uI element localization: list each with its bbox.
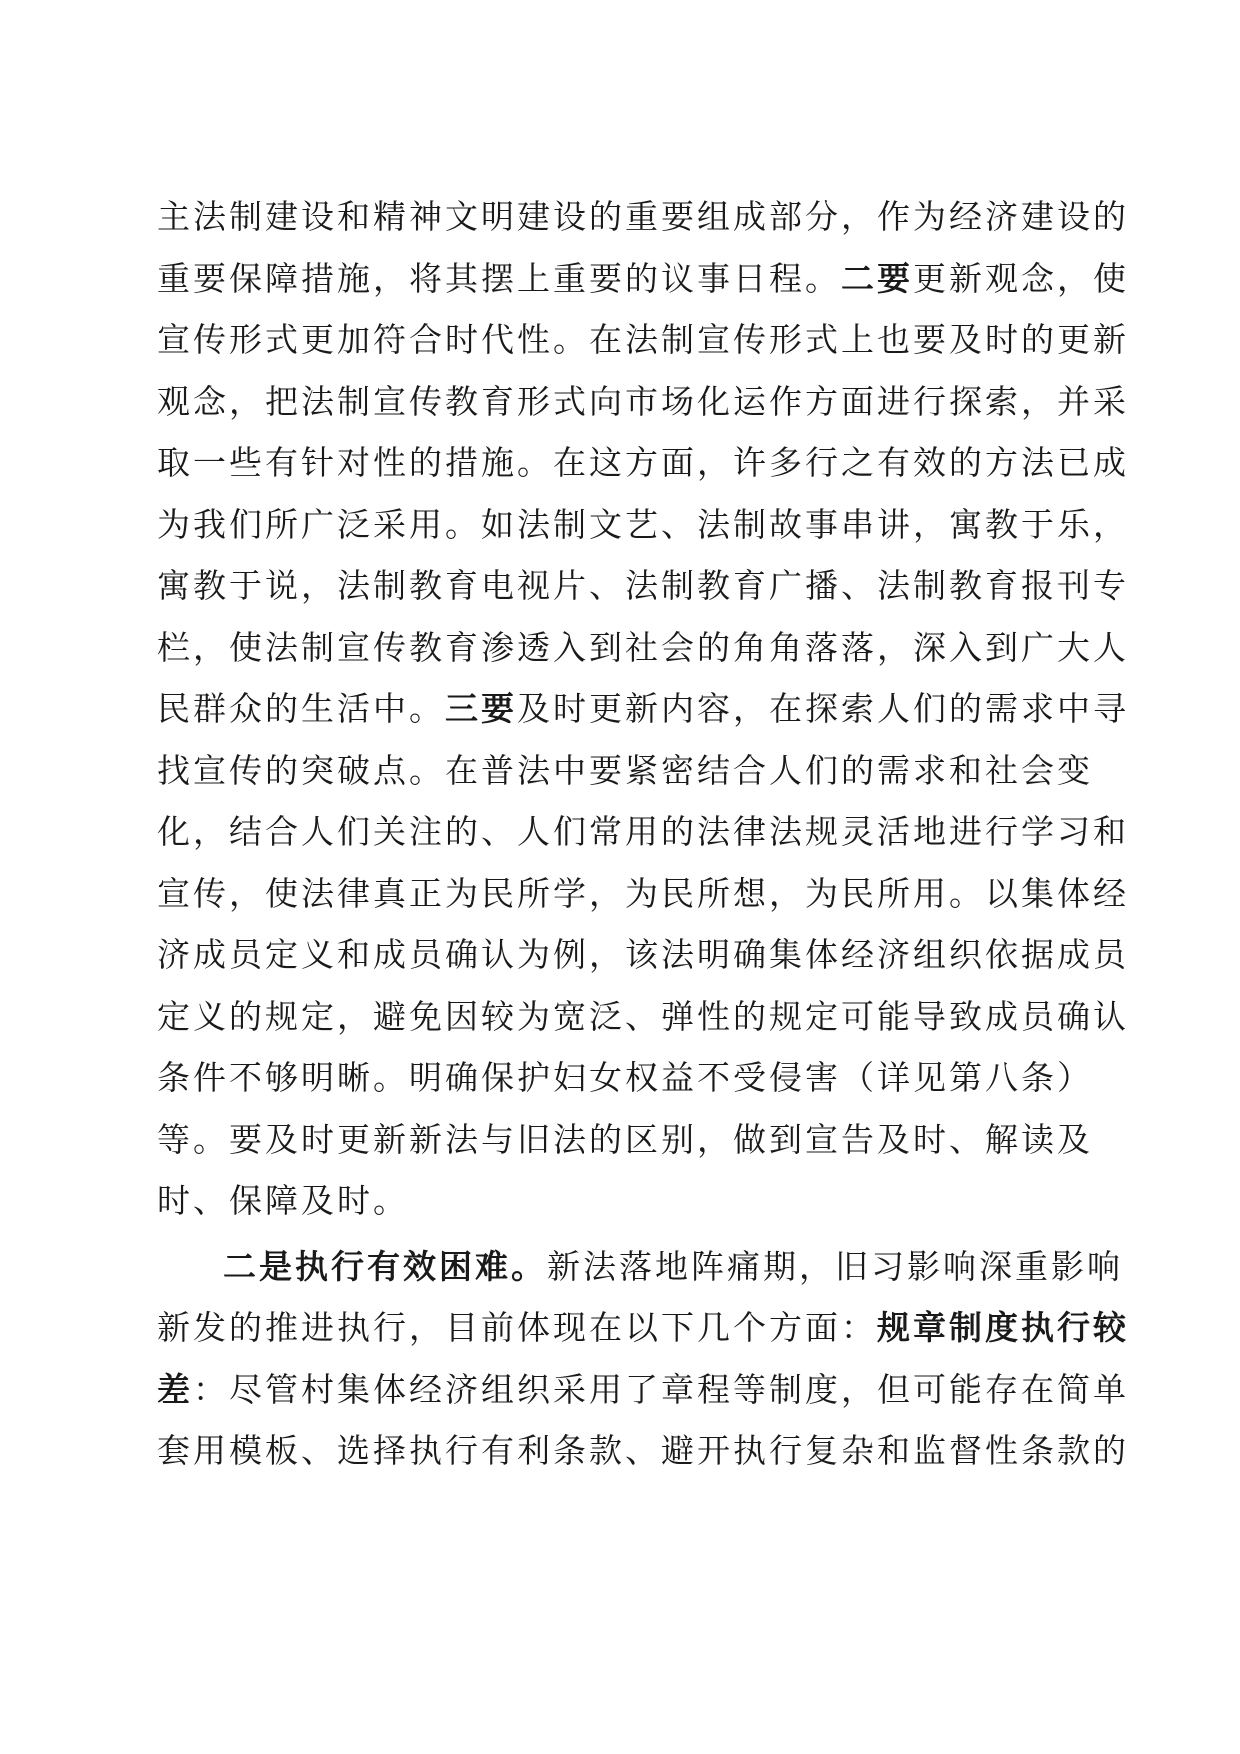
- text-run: 找宣传的突破点。在普法中要紧密结合人们的需求和社会变: [157, 750, 1093, 790]
- text-line: [157, 555, 1129, 617]
- text-line: [157, 309, 1129, 371]
- text-line: [157, 1236, 1123, 1298]
- text-run: 等。要及时更新新法与旧法的区别，做到宣告及时、解读及: [157, 1119, 1093, 1159]
- text-run: 宣传，使法律真正为民所学，为民所想，为民所用。以集体经: [157, 873, 1129, 913]
- text-run: 及时更新内容，在探索人们的需求中寻: [517, 689, 1129, 728]
- text-line: [157, 432, 1129, 494]
- text-line: [157, 1297, 1129, 1359]
- text-line: [157, 863, 1129, 925]
- text-run: 主法制建设和精神文明建设的重要组成部分，作为经济建设的: [157, 197, 1129, 236]
- text-line: [157, 494, 1129, 556]
- text-line: [157, 801, 1129, 863]
- text-line: [157, 740, 1093, 802]
- text-line: [157, 1359, 1129, 1421]
- text-run: 栏，使法制宣传教育渗透入到社会的角角落落，深入到广大人: [157, 627, 1129, 667]
- text-line: [157, 678, 1129, 740]
- text-run: 套用模板、选择执行有利条款、避开执行复杂和监督性条款的: [157, 1431, 1129, 1470]
- text-run: 为我们所广泛采用。如法制文艺、法制故事串讲，寓教于乐，: [157, 504, 1129, 544]
- text-run-bold: 差: [157, 1369, 193, 1409]
- text-run-bold: 二是执行有效困难。: [223, 1246, 547, 1286]
- text-run: 新法落地阵痛期，旧习影响深重影响: [547, 1246, 1123, 1286]
- text-run: 新发的推进执行，目前体现在以下几个方面：: [157, 1308, 877, 1347]
- text-run: 条件不够明晰。明确保护妇女权益不受侵害（详见第八条）: [157, 1058, 1093, 1097]
- text-line: [157, 1170, 1087, 1232]
- text-line: [157, 248, 1129, 310]
- text-run-bold: 规章制度执行较: [877, 1308, 1129, 1347]
- text-run: 济成员定义和成员确认为例，该法明确集体经济组织依据成员: [157, 935, 1129, 974]
- text-line: [157, 186, 1129, 248]
- text-run: 宣传形式更加符合时代性。在法制宣传形式上也要及时的更新: [157, 320, 1129, 359]
- text-run: 重要保障措施，将其摆上重要的议事日程。: [157, 258, 841, 298]
- text-run-bold: 二要: [841, 258, 913, 298]
- text-run: 民群众的生活中。: [157, 689, 445, 728]
- text-line: [157, 617, 1129, 679]
- text-run: 化，结合人们关注的、人们常用的法律法规灵活地进行学习和: [157, 812, 1129, 851]
- text-line: [157, 1109, 1093, 1171]
- text-run-bold: 三要: [445, 689, 517, 728]
- text-line: [157, 924, 1129, 986]
- text-run: 定义的规定，避免因较为宽泛、弹性的规定可能导致成员确认: [157, 996, 1129, 1036]
- text-run: ：尽管村集体经济组织采用了章程等制度，但可能存在简单: [193, 1369, 1129, 1409]
- text-run: 更新观念，使: [913, 258, 1129, 298]
- text-line: [157, 986, 1129, 1048]
- text-run: 时、保障及时。: [157, 1181, 409, 1220]
- text-line: [157, 1047, 1093, 1109]
- text-line: [157, 371, 1129, 433]
- text-run: 寓教于说，法制教育电视片、法制教育广播、法制教育报刊专: [157, 566, 1129, 605]
- text-run: 观念，把法制宣传教育形式向市场化运作方面进行探索，并采: [157, 381, 1129, 421]
- document-body: [157, 186, 1129, 1482]
- text-line: [157, 1420, 1129, 1482]
- text-run: 取一些有针对性的措施。在这方面，许多行之有效的方法已成: [157, 443, 1129, 482]
